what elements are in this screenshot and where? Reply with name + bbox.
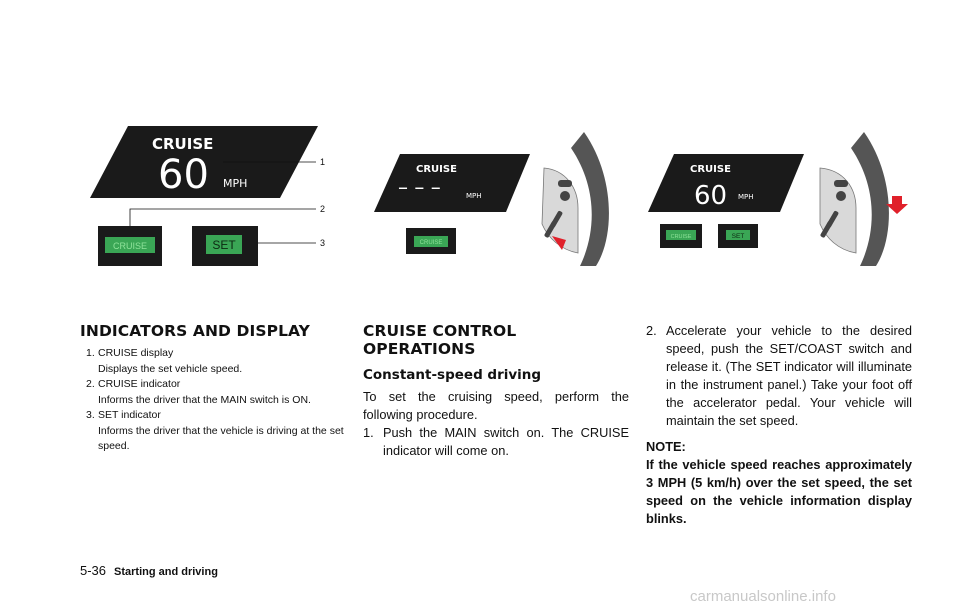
speed-unit: MPH: [223, 177, 248, 190]
main-switch-diagram: [366, 128, 614, 268]
item-description: Informs the driver that the MAIN switch is ON.: [98, 393, 311, 406]
cruise-display-label: CRUISE: [416, 164, 457, 175]
list-item: [646, 322, 912, 430]
steps-list-continued: [646, 322, 912, 430]
push-down-arrow-icon: [886, 196, 908, 214]
cruise-display-label: CRUISE: [690, 164, 731, 175]
page-footer: [80, 563, 218, 578]
section-heading-indicators: INDICATORS AND DISPLAY: [80, 322, 310, 340]
operations-section: [363, 322, 629, 460]
item-title: CRUISE display: [98, 347, 174, 359]
page-number: 5-36: [80, 563, 107, 578]
callout-line-2: [130, 209, 316, 226]
section-heading-operations: CRUISE CONTROL OPERATIONS: [363, 322, 517, 358]
step-number: 1.: [363, 425, 374, 440]
subheading-constant-speed: Constant-speed driving: [363, 367, 542, 383]
set-speed-value: 60: [158, 152, 209, 198]
item-title: CRUISE indicator: [98, 378, 181, 390]
list-item: [80, 377, 350, 408]
intro-paragraph: To set the cruising speed, perform the following procedure.: [363, 389, 629, 422]
set-indicator-text: SET: [212, 238, 236, 252]
list-item: [363, 424, 629, 460]
callout-number-3: 3: [320, 238, 326, 248]
steering-wheel-icon: [542, 132, 609, 266]
step-text: Push the MAIN switch on. The CRUISE indicator will come on.: [383, 425, 629, 458]
callout-number-2: 2: [320, 204, 326, 214]
item-description: Informs the driver that the vehicle is driving at the set speed.: [98, 424, 344, 452]
set-speed-value: 60: [694, 181, 728, 211]
item-number: 1.: [86, 347, 95, 359]
watermark: carmanualsonline.info: [690, 588, 836, 605]
item-description: Displays the set vehicle speed.: [98, 362, 243, 375]
steps-list: [363, 424, 629, 460]
item-title: SET indicator: [98, 409, 161, 421]
cruise-indicator-text: CRUISE: [419, 240, 443, 246]
note-label: NOTE:: [646, 439, 686, 454]
cruise-indicator-text: CRUISE: [112, 241, 148, 251]
cruise-display-label: CRUISE: [152, 135, 214, 153]
step-number: 2.: [646, 323, 657, 338]
speed-unit: MPH: [466, 192, 482, 200]
set-indicator-text: SET: [731, 233, 745, 240]
list-item: [80, 408, 350, 455]
item-number: 2.: [86, 378, 95, 390]
indicators-section: [80, 322, 350, 455]
speed-unit: MPH: [738, 193, 754, 201]
note-text: If the vehicle speed reaches approximately 3 MPH (5 km/h) over the set speed, the set speed on the vehicle information display blinks.: [646, 457, 912, 526]
callout-number-1: 1: [320, 157, 326, 167]
operations-continued: [646, 322, 912, 528]
set-speed-value: – – –: [398, 175, 441, 199]
cruise-indicator-text: CRUISE: [670, 234, 692, 240]
set-switch-diagram: [640, 128, 912, 268]
step-text: Accelerate your vehicle to the desired speed, push the SET/COAST switch and release it. (The SET indicator will illuminate in the instrument panel.) Take your foot off the accelerator pedal. Your vehicle will maintain the set speed.: [666, 323, 912, 428]
section-name: Starting and driving: [114, 566, 218, 578]
indicator-list: [80, 346, 350, 455]
steering-wheel-icon: [820, 132, 889, 266]
list-item: [80, 346, 350, 377]
cruise-display-diagram: [80, 118, 340, 278]
item-number: 3.: [86, 409, 95, 421]
